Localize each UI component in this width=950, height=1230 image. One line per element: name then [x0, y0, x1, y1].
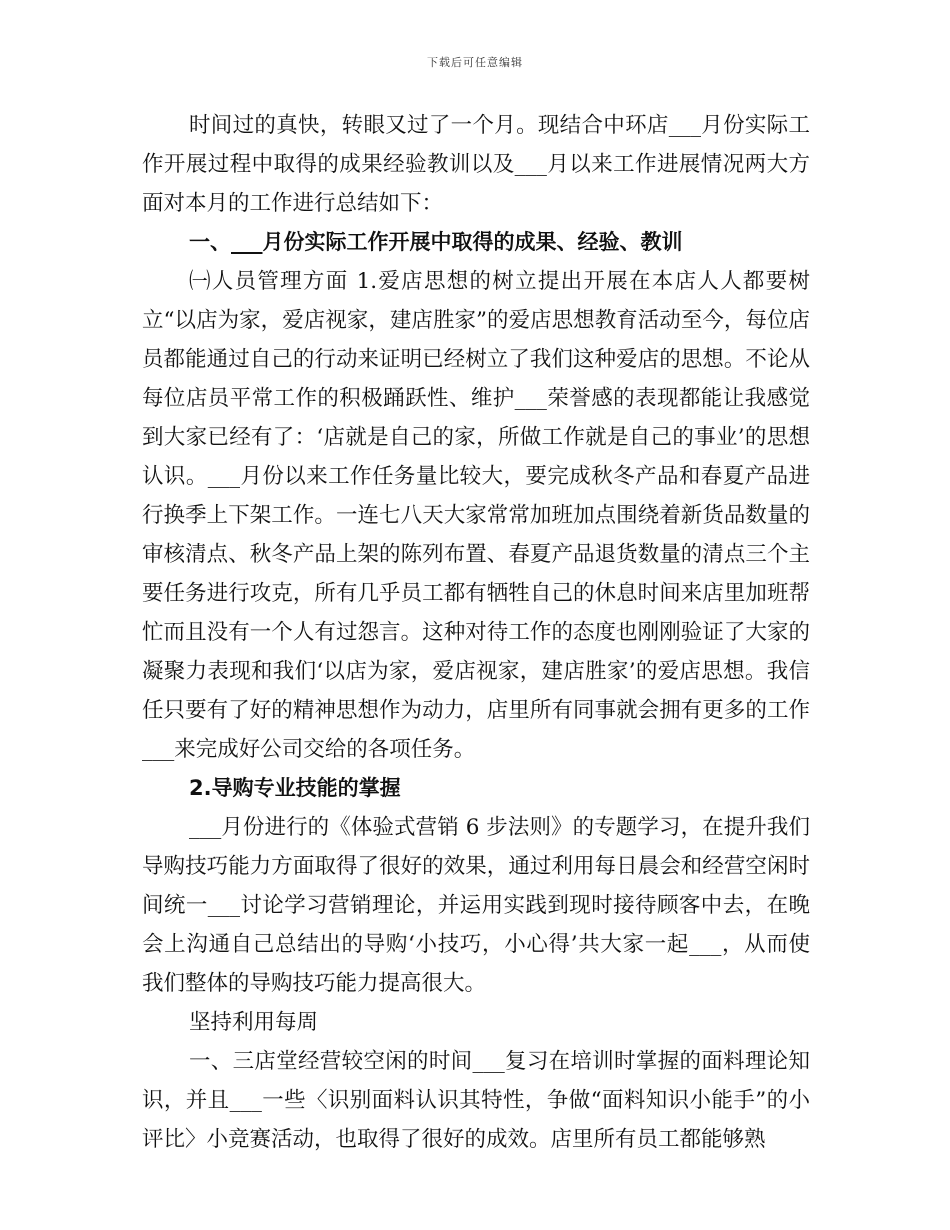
- fabric-paragraph: 一、三店堂经营较空闲的时间___复习在培训时掌握的面料理论知识，并且___一些〈识别面料认识其特性，争做“面料知识小能手”的小评比〉小竞赛活动，也取得了很好的成效。店里所有员工都能够熟: [142, 1049, 810, 1152]
- intro-paragraph: 时间过的真快，转眼又过了一个月。现结合中环店___月份实际工作开展过程中取得的成果经验教训以及___月以来工作进展情况两大方面对本月的工作进行总结如下：: [142, 113, 810, 216]
- weekly-paragraph: 坚持利用每周: [189, 1010, 319, 1035]
- page-header: 下载后可任意编辑: [427, 56, 523, 69]
- document-body: [142, 106, 810, 1159]
- sales-skill-paragraph: ___月份进行的《体验式营销 6 步法则》的专题学习，在提升我们导购技巧能力方面取得了很好的效果，通过利用每日晨会和经营空闲时间统一___讨论学习营销理论，并运用实践到现时接待顾客中去，在晚会上沟通自己总结出的导购‘小技巧，小心得’共大家一起___，从而使我们整体的导购技巧能力提高很大。: [142, 815, 810, 996]
- personnel-paragraph: ㈠人员管理方面 1.爱店思想的树立提出开展在本店人人都要树立“以店为家，爱店视家，建店胜家”的爱店思想教育活动至今，每位店员都能通过自己的行动来证明已经树立了我们这种爱店的思想。不论从每位店员平常工作的积极踊跃性、维护___荣誉感的表现都能让我感觉到大家已经有了：‘店就是自己的家，所做工作就是自己的事业’的思想认识。___月份以来工作任务量比较大，要完成秋冬产品和春夏产品进行换季上下架工作。一连七八天大家常常加班加点围绕着新货品数量的审核清点、秋冬产品上架的陈列布置、春夏产品退货数量的清点三个主要任务进行攻克，所有几乎员工都有牺牲自己的休息时间来店里加班帮忙而且没有一个人有过怨言。这种对待工作的态度也刚刚验证了大家的凝聚力表现和我们‘以店为家，爱店视家，建店胜家’的爱店思想。我信任只要有了好的精神思想作为动力，店里所有同事就会拥有更多的工作___来完成好公司交给的各项任务。: [142, 269, 810, 762]
- subsection-heading: 2.导购专业技能的掌握: [189, 776, 401, 800]
- section-heading: 一、___月份实际工作开展中取得的成果、经验、教训: [189, 230, 683, 254]
